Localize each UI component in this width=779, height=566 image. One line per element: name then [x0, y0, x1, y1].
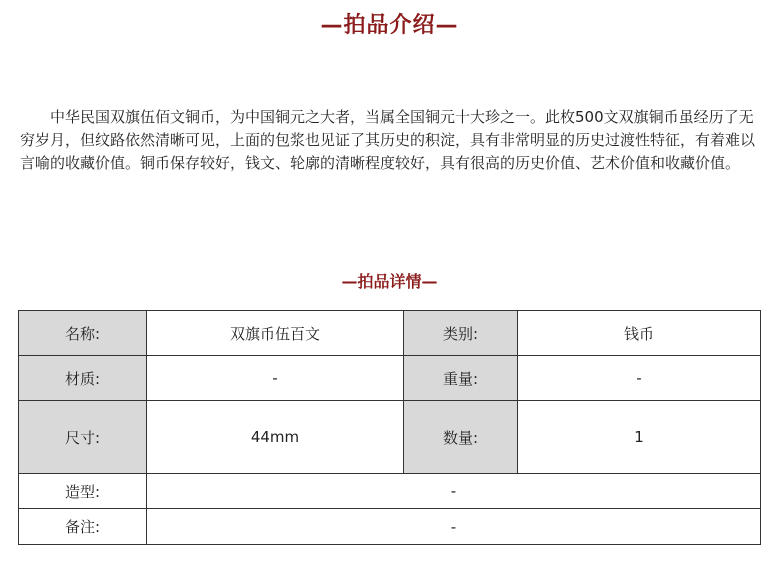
name-value: 双旗币伍百文 — [147, 311, 404, 356]
size-value: 44mm — [147, 401, 404, 474]
category-value: 钱币 — [518, 311, 761, 356]
quantity-label: 数量: — [404, 401, 518, 474]
table-row — [19, 509, 761, 545]
shape-label: 造型: — [19, 474, 147, 509]
remarks-label: 备注: — [19, 509, 147, 545]
shape-value: - — [147, 474, 761, 509]
quantity-value: 1 — [518, 401, 761, 474]
table-row — [19, 474, 761, 509]
remarks-value: - — [147, 509, 761, 545]
material-label: 材质: — [19, 356, 147, 401]
table-row — [19, 356, 761, 401]
material-value: - — [147, 356, 404, 401]
intro-paragraph: 中华民国双旗伍佰文铜币，为中国铜元之大者，当属全国铜元十大珍之一。此枚500文双旗铜币虽经历了无穷岁月，但纹路依然清晰可见，上面的包浆也见证了其历史的积淀，具有非常明显的历史过渡性特征，有着难以言喻的收藏价值。铜币保存较好，钱文、轮廓的清晰程度较好，具有很高的历史价值、艺术价值和收藏价值。 — [20, 108, 756, 172]
details-table — [18, 310, 761, 545]
size-label: 尺寸: — [19, 401, 147, 474]
name-label: 名称: — [19, 311, 147, 356]
weight-label: 重量: — [404, 356, 518, 401]
details-title: —拍品详情— — [341, 272, 438, 291]
table-row — [19, 311, 761, 356]
category-label: 类别: — [404, 311, 518, 356]
page-title: —拍品介绍— — [320, 13, 459, 38]
weight-value: - — [518, 356, 761, 401]
table-row — [19, 401, 761, 474]
